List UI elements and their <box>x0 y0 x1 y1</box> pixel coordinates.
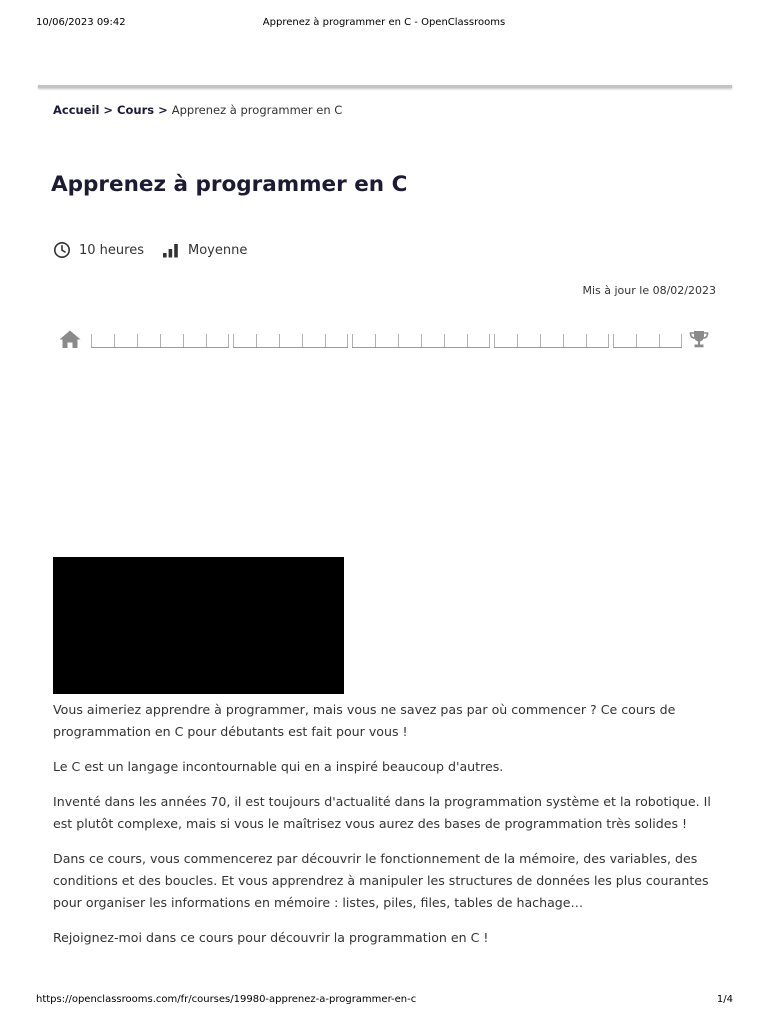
progress-chapter-tick <box>256 334 257 347</box>
progress-part[interactable] <box>494 334 609 348</box>
progress-chapter-tick <box>347 334 348 347</box>
print-header <box>0 17 768 31</box>
course-video-placeholder[interactable] <box>53 557 344 694</box>
progress-chapter-tick <box>228 334 229 347</box>
progress-chapter-tick <box>608 334 609 347</box>
progress-chapter-tick <box>352 334 353 347</box>
progress-part[interactable] <box>233 334 348 348</box>
progress-chapter-tick <box>302 334 303 347</box>
progress-chapter-tick <box>375 334 376 347</box>
progress-chapter-tick <box>398 334 399 347</box>
progress-chapter-tick <box>183 334 184 347</box>
description-paragraph: Inventé dans les années 70, il est toujours d'actualité dans la programmation système et la robotique. Il est plutôt complexe, mais si vous le maîtrisez vous aurez des bases de programmation très solides ! <box>53 794 711 831</box>
clock-icon <box>53 241 71 259</box>
progress-part[interactable] <box>613 334 682 348</box>
progress-chapter-tick <box>489 334 490 347</box>
progress-chapter-tick <box>206 334 207 347</box>
course-progress-track <box>58 328 713 352</box>
breadcrumb-separator: > <box>158 103 168 117</box>
description-paragraph: Le C est un langage incontournable qui en a inspiré beaucoup d'autres. <box>53 759 504 774</box>
progress-chapter-tick <box>114 334 115 347</box>
description-paragraph: Vous aimeriez apprendre à programmer, mais vous ne savez pas par où commencer ? Ce cours de programmation en C pour débutants est fait pour vous ! <box>53 702 676 739</box>
progress-chapter-tick <box>563 334 564 347</box>
description-paragraph: Rejoignez-moi dans ce cours pour découvrir la programmation en C ! <box>53 930 489 945</box>
course-level-label: Moyenne <box>188 242 248 258</box>
progress-chapter-tick <box>279 334 280 347</box>
progress-chapter-tick <box>160 334 161 347</box>
breadcrumb-home-link[interactable]: Accueil <box>53 103 100 117</box>
breadcrumb-separator: > <box>103 103 114 117</box>
progress-chapter-tick <box>467 334 468 347</box>
course-title: Apprenez à programmer en C <box>51 172 408 197</box>
print-url: https://openclassrooms.com/fr/courses/19980-apprenez-a-programmer-en-c <box>36 994 417 1005</box>
progress-chapter-tick <box>681 334 682 347</box>
print-datetime: 10/06/2023 09:42 <box>36 17 126 28</box>
progress-chapter-tick <box>613 334 614 347</box>
print-document-title: Apprenez à programmer en C - OpenClassrooms <box>262 17 506 28</box>
trophy-icon[interactable] <box>688 329 710 353</box>
breadcrumb <box>53 103 342 117</box>
breadcrumb-current: Apprenez à programmer en C <box>171 103 343 117</box>
progress-chapter-tick <box>636 334 637 347</box>
progress-chapter-tick <box>586 334 587 347</box>
progress-chapter-tick <box>540 334 541 347</box>
progress-chapter-tick <box>659 334 660 347</box>
home-icon[interactable] <box>58 329 82 353</box>
progress-chapter-tick <box>325 334 326 347</box>
progress-chapter-tick <box>517 334 518 347</box>
progress-chapter-tick <box>421 334 422 347</box>
print-page-number: 1/4 <box>716 994 733 1005</box>
last-updated: Mis à jour le 08/02/2023 <box>582 284 716 297</box>
course-description <box>53 699 723 962</box>
description-paragraph: Dans ce cours, vous commencerez par découvrir le fonctionnement de la mémoire, des variables, des conditions et des boucles. Et vous apprendrez à manipuler les structures de données les plus courantes pour organiser les informations en mémoire : listes, piles, files, tables de hachage… <box>53 851 709 910</box>
progress-part[interactable] <box>91 334 229 348</box>
course-duration-label: 10 heures <box>79 242 144 258</box>
progress-chapter-tick <box>494 334 495 347</box>
course-level <box>162 241 247 259</box>
difficulty-bars-icon <box>162 241 180 259</box>
progress-part[interactable] <box>352 334 490 348</box>
progress-chapter-tick <box>444 334 445 347</box>
breadcrumb-courses-link[interactable]: Cours <box>117 103 155 117</box>
course-duration <box>53 241 144 259</box>
progress-chapter-tick <box>233 334 234 347</box>
progress-chapter-tick <box>137 334 138 347</box>
header-divider <box>38 85 732 88</box>
progress-chapter-tick <box>91 334 92 347</box>
